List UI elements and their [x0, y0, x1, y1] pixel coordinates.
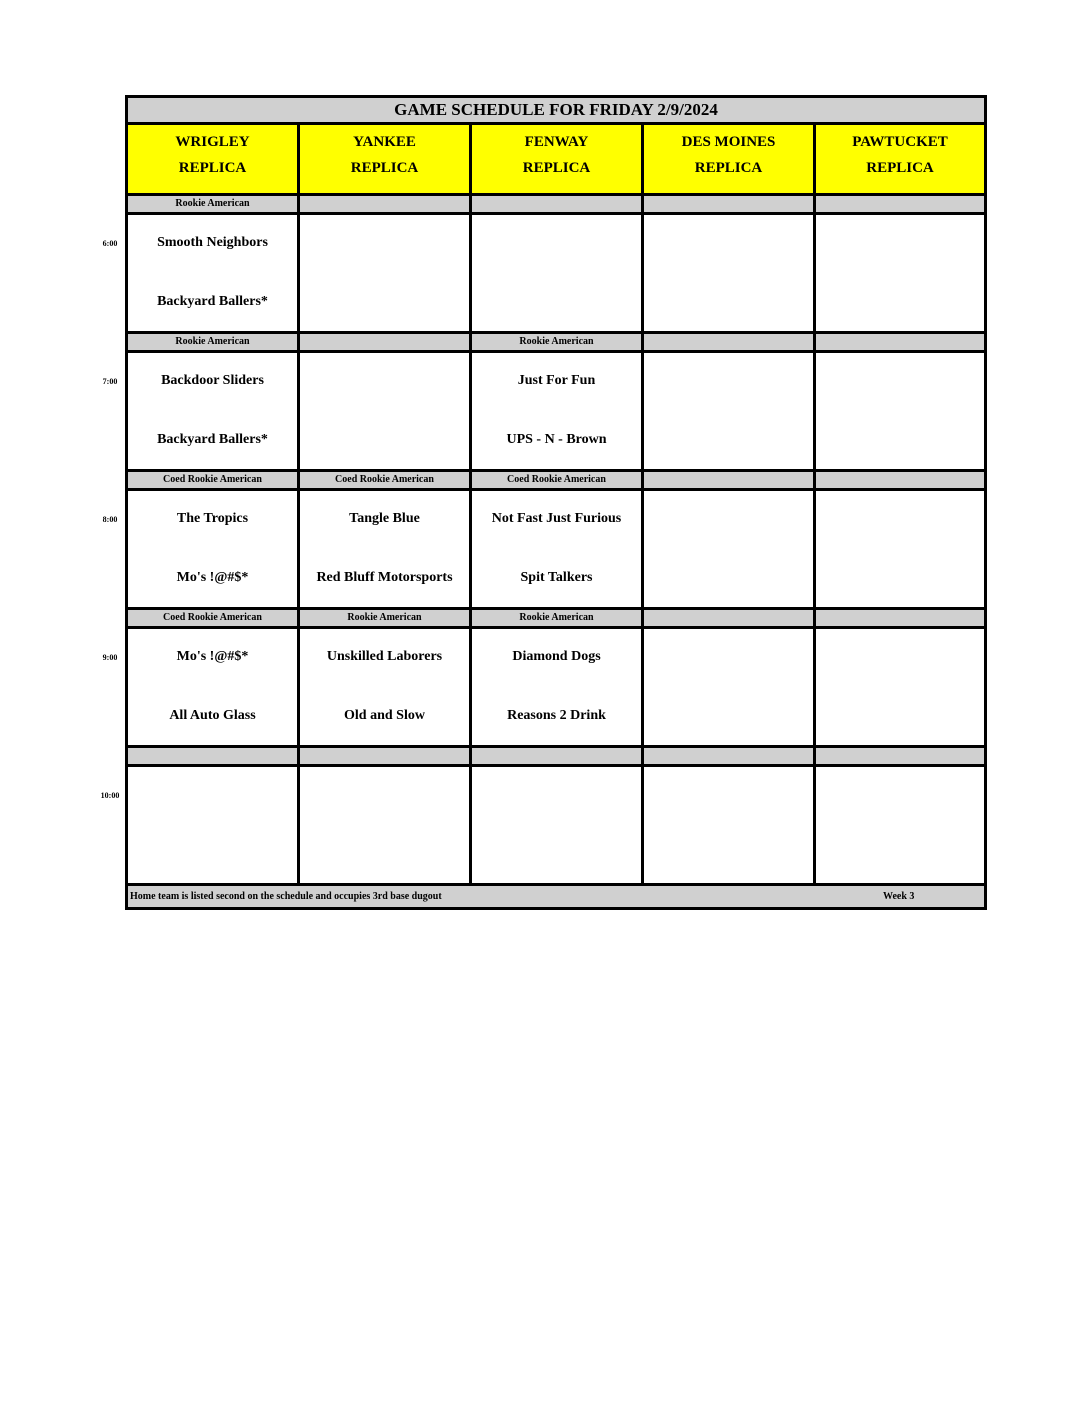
home-team-note: Home team is listed second on the schedule and occupies 3rd base dugout	[130, 891, 442, 902]
game-cell	[816, 491, 984, 607]
league-label	[816, 748, 984, 764]
league-row	[128, 610, 984, 629]
home-team: Backyard Ballers*	[157, 294, 268, 309]
game-cell	[472, 215, 644, 331]
league-label: Coed Rookie American	[472, 472, 644, 488]
league-label: Rookie American	[128, 196, 300, 212]
league-label	[644, 610, 816, 626]
field-sub: REPLICA	[694, 160, 763, 176]
game-slot-row	[128, 629, 984, 748]
league-label: Coed Rookie American	[128, 472, 300, 488]
league-label: Rookie American	[472, 610, 644, 626]
game-cell	[472, 767, 644, 883]
away-team: Just For Fun	[517, 373, 596, 388]
league-label	[816, 472, 984, 488]
field-header-fenway	[472, 125, 644, 193]
field-name: WRIGLEY	[175, 134, 250, 150]
game-cell	[816, 767, 984, 883]
league-row	[128, 472, 984, 491]
game-cell	[128, 353, 300, 469]
field-name: PAWTUCKET	[852, 134, 948, 150]
league-row	[128, 196, 984, 215]
league-label	[644, 472, 816, 488]
away-team: Not Fast Just Furious	[491, 511, 622, 526]
time-label: 9:00	[102, 653, 118, 662]
schedule-table	[125, 95, 987, 910]
game-cell	[644, 353, 816, 469]
away-team: Backdoor Sliders	[161, 373, 264, 388]
home-team: Mo's !@#$*	[176, 570, 249, 585]
field-header-pawtucket	[816, 125, 984, 193]
league-label	[300, 196, 472, 212]
time-label: 6:00	[102, 239, 118, 248]
game-slot-row	[128, 491, 984, 610]
field-header-yankee	[300, 125, 472, 193]
league-label	[816, 334, 984, 350]
home-team: UPS - N - Brown	[506, 432, 607, 447]
game-cell	[128, 767, 300, 883]
home-team: Red Bluff Motorsports	[316, 570, 453, 585]
field-header-wrigley	[128, 125, 300, 193]
game-cell	[128, 629, 300, 745]
time-label: 10:00	[100, 791, 120, 800]
time-slots	[128, 196, 984, 886]
time-label: 8:00	[102, 515, 118, 524]
game-cell	[644, 629, 816, 745]
league-label	[816, 196, 984, 212]
field-sub: REPLICA	[350, 160, 419, 176]
game-cell	[472, 353, 644, 469]
home-team: All Auto Glass	[169, 708, 256, 723]
home-team: Backyard Ballers*	[157, 432, 268, 447]
league-label: Coed Rookie American	[128, 610, 300, 626]
league-label: Rookie American	[300, 610, 472, 626]
game-slot-row	[128, 767, 984, 886]
field-name: DES MOINES	[681, 134, 776, 150]
game-slot-row	[128, 353, 984, 472]
field-header-row	[128, 125, 984, 196]
game-cell	[472, 629, 644, 745]
game-slot-row	[128, 215, 984, 334]
time-label: 7:00	[102, 377, 118, 386]
league-label	[816, 610, 984, 626]
schedule-footer	[128, 886, 984, 907]
home-team: Old and Slow	[344, 708, 425, 723]
field-sub: REPLICA	[178, 160, 247, 176]
league-label	[128, 748, 300, 764]
schedule-title: GAME SCHEDULE FOR FRIDAY 2/9/2024	[128, 98, 984, 125]
away-team: Smooth Neighbors	[157, 235, 268, 250]
game-cell	[300, 353, 472, 469]
week-label: Week 3	[883, 891, 915, 902]
field-name: FENWAY	[524, 134, 589, 150]
game-cell	[816, 353, 984, 469]
game-cell	[128, 491, 300, 607]
away-team: Unskilled Laborers	[326, 649, 443, 664]
league-label	[300, 748, 472, 764]
away-team: Tangle Blue	[349, 511, 420, 526]
league-label: Coed Rookie American	[300, 472, 472, 488]
league-label	[300, 334, 472, 350]
game-cell	[644, 767, 816, 883]
field-sub: REPLICA	[866, 160, 934, 176]
away-team: Mo's !@#$*	[176, 649, 249, 664]
game-cell	[472, 491, 644, 607]
league-label: Rookie American	[472, 334, 644, 350]
league-label	[472, 196, 644, 212]
league-label	[472, 748, 644, 764]
game-cell	[128, 215, 300, 331]
game-cell	[300, 215, 472, 331]
game-cell	[816, 629, 984, 745]
home-team: Spit Talkers	[520, 570, 593, 585]
field-header-des-moines	[644, 125, 816, 193]
league-row	[128, 748, 984, 767]
league-label	[644, 748, 816, 764]
league-label: Rookie American	[128, 334, 300, 350]
game-cell	[644, 491, 816, 607]
home-team: Reasons 2 Drink	[507, 708, 606, 723]
league-label	[644, 334, 816, 350]
league-row	[128, 334, 984, 353]
game-cell	[300, 491, 472, 607]
game-cell	[300, 629, 472, 745]
field-name: YANKEE	[353, 134, 416, 150]
field-sub: REPLICA	[522, 160, 591, 176]
away-team: The Tropics	[176, 511, 249, 526]
league-label	[644, 196, 816, 212]
game-cell	[644, 215, 816, 331]
game-cell	[300, 767, 472, 883]
away-team: Diamond Dogs	[512, 649, 601, 664]
game-cell	[816, 215, 984, 331]
